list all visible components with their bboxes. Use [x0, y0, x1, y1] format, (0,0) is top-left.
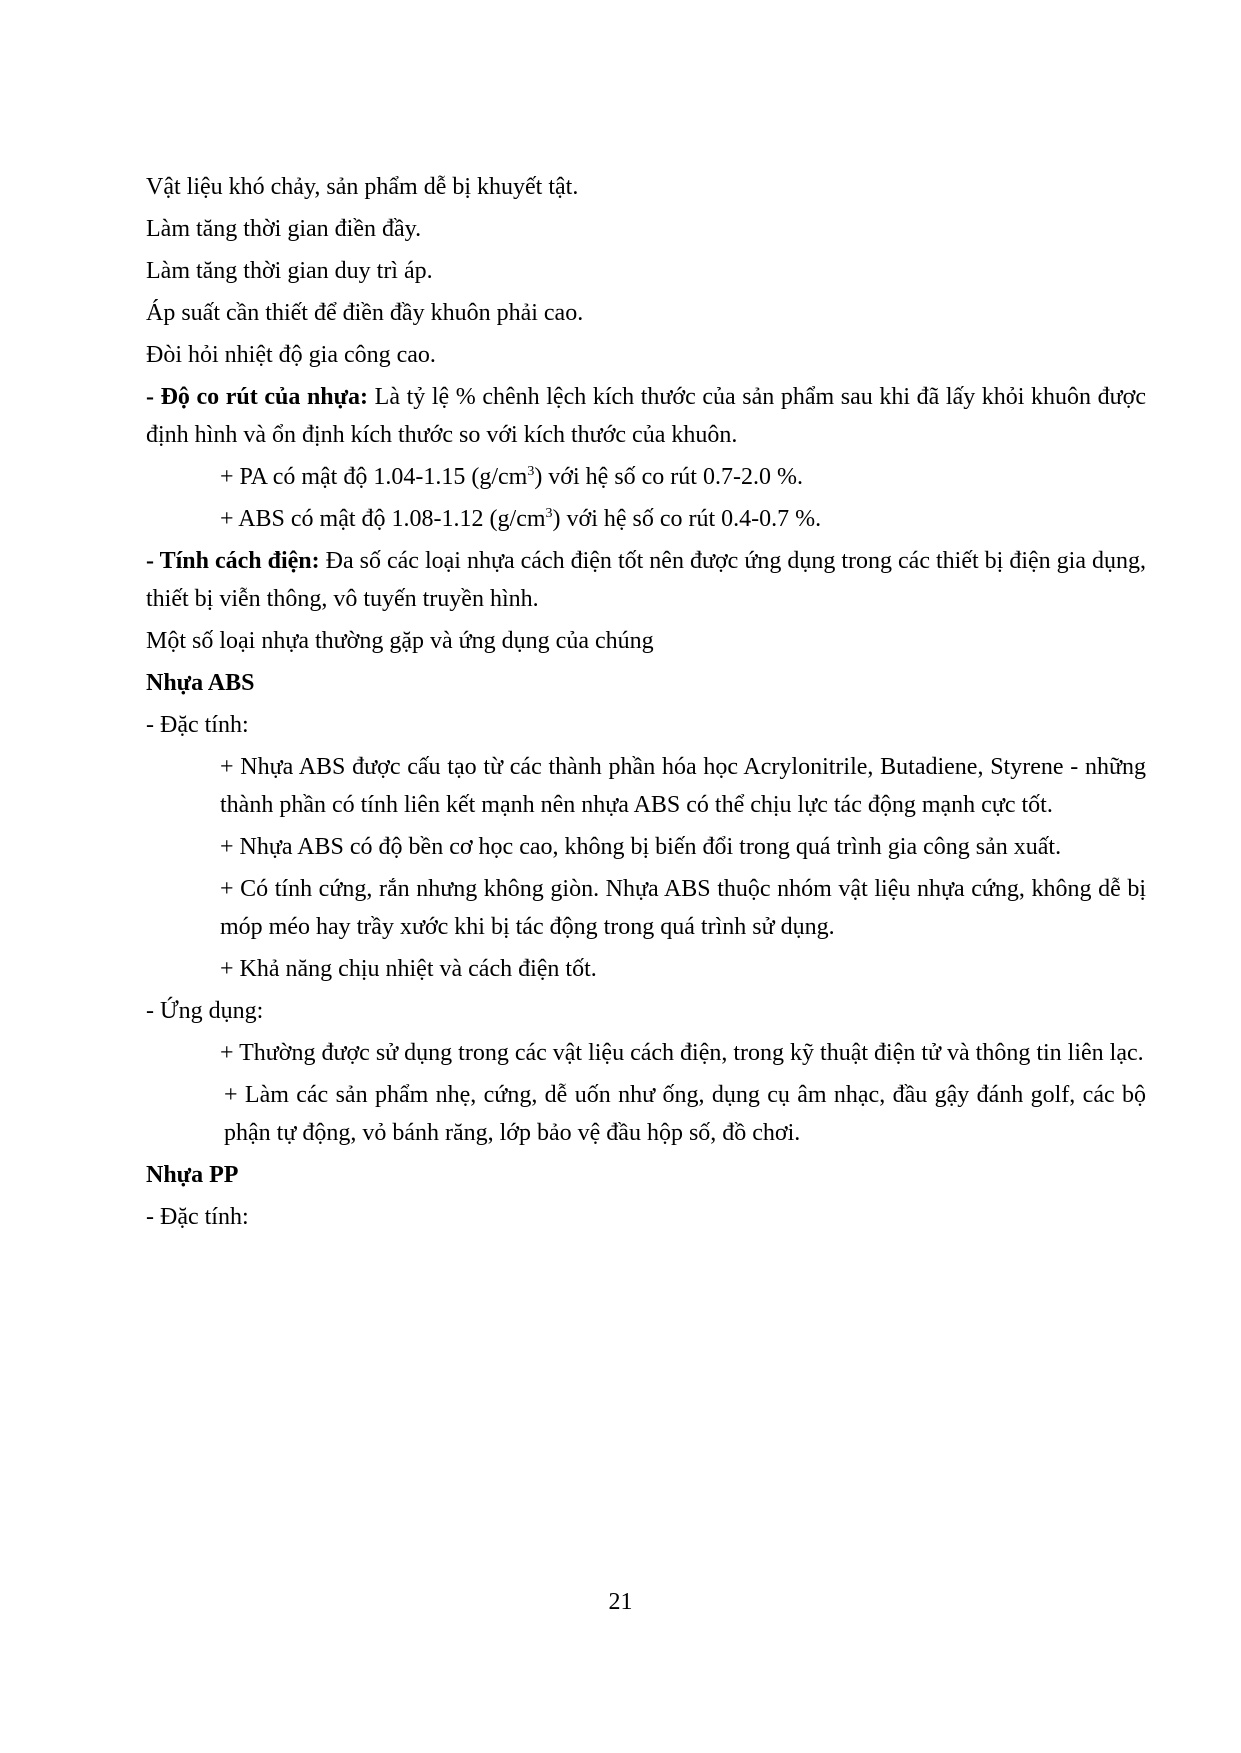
shrinkage-item-pa: + PA có mật độ 1.04-1.15 $(g/cm^3)$ với hệ số co rút 0.7-2.0 %.	[220, 464, 803, 490]
intro-line: Vật liệu khó chảy, sản phẩm dễ bị khuyết tật.	[146, 174, 579, 200]
shrinkage-paragraph	[146, 378, 1146, 454]
insulation-paragraph	[146, 542, 1146, 618]
abs-application-item: + Thường được sử dụng trong các vật liệu cách điện, trong kỹ thuật điện tử và thông tin liên lạc.	[220, 1040, 1144, 1066]
insulation-text: Đa số các loại nhựa cách điện tốt nên được ứng dụng trong các thiết bị điện gia dụng, thiết bị viễn thông, vô tuyến truyền hình.	[146, 548, 1147, 612]
pp-heading: Nhựa PP	[146, 1162, 239, 1188]
page-body	[146, 168, 1146, 1236]
page-number: 21	[608, 1589, 633, 1615]
abs-property-item: + Nhựa ABS có độ bền cơ học cao, không bị biến đổi trong quá trình gia công sản xuất.	[220, 834, 1062, 860]
abs-application-item: + Làm các sản phẩm nhẹ, cứng, dễ uốn như ống, dụng cụ âm nhạc, đầu gậy đánh golf, các bộ phận tự động, vỏ bánh răng, lớp bảo vệ đầu hộp số, đồ chơi.	[224, 1082, 1146, 1146]
abs-properties-label: - Đặc tính:	[146, 712, 249, 738]
insulation-label: - Tính cách điện:	[146, 548, 320, 574]
common-types-intro: Một số loại nhựa thường gặp và ứng dụng của chúng	[146, 628, 654, 654]
intro-line: Làm tăng thời gian duy trì áp.	[146, 258, 433, 284]
intro-line: Áp suất cần thiết để điền đầy khuôn phải cao.	[146, 300, 584, 326]
shrinkage-label: - Độ co rút của nhựa:	[146, 384, 369, 410]
abs-applications-label: - Ứng dụng:	[146, 998, 264, 1024]
shrinkage-text: Là tỷ lệ % chênh lệch kích thước của sản phẩm sau khi đã lấy khỏi khuôn được định hình và ổn định kích thước so với kích thước của khuôn.	[146, 384, 1147, 448]
intro-line: Đòi hỏi nhiệt độ gia công cao.	[146, 342, 436, 368]
intro-line: Làm tăng thời gian điền đầy.	[146, 216, 422, 242]
abs-property-item: + Khả năng chịu nhiệt và cách điện tốt.	[220, 956, 597, 982]
abs-heading: Nhựa ABS	[146, 670, 255, 696]
abs-property-item: + Có tính cứng, rắn nhưng không giòn. Nhựa ABS thuộc nhóm vật liệu nhựa cứng, không dễ bị móp méo hay trầy xước khi bị tác động trong quá trình sử dụng.	[220, 876, 1146, 940]
abs-property-item: + Nhựa ABS được cấu tạo từ các thành phần hóa học Acrylonitrile, Butadiene, Styrene - những thành phần có tính liên kết mạnh nên nhựa ABS có thể chịu lực tác động mạnh cực tốt.	[220, 754, 1146, 818]
shrinkage-item-abs: + ABS có mật độ 1.08-1.12 $(g/cm^3)$ với hệ số co rút 0.4-0.7 %.	[220, 506, 822, 532]
pp-properties-label: - Đặc tính:	[146, 1204, 249, 1230]
